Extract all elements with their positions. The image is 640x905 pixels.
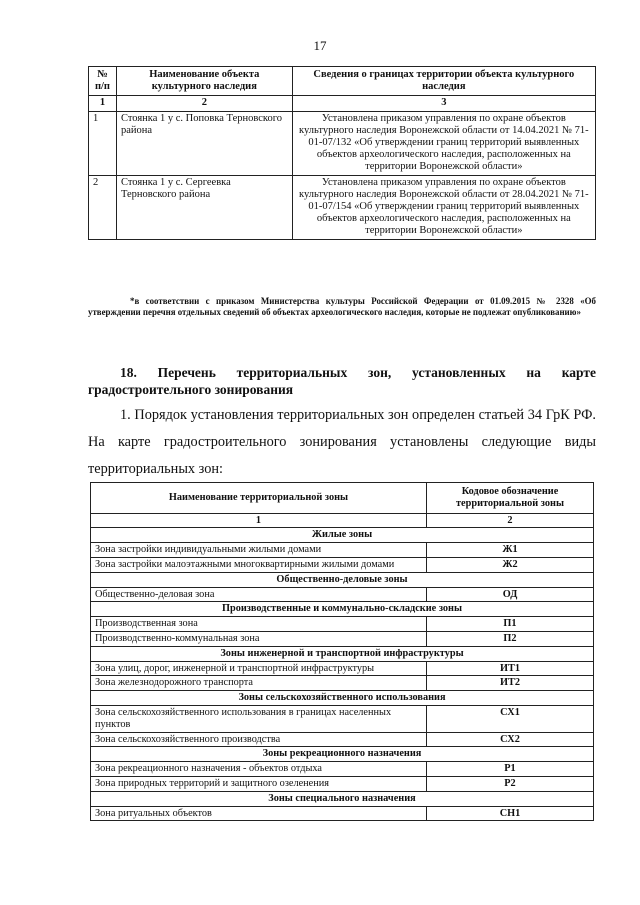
zone-group-row: [91, 691, 594, 706]
zone-group-title: Зоны сельскохозяйственного использования: [91, 691, 594, 706]
footnote: [88, 296, 596, 318]
section-heading-text: 18. Перечень территориальных зон, установленных на карте градостроительного зонирования: [88, 365, 596, 397]
header-cell: Наименование объекта культурного наследия: [116, 67, 292, 96]
object-name: Стоянка 1 у с. Поповка Терновского района: [116, 111, 292, 175]
table-row: [91, 617, 594, 632]
boundary-info: Установлена приказом управления по охране объектов культурного наследия Воронежской области от 28.04.2021 № 71-01-07/154 «Об утверждении границ территорий выявленных объектов археологического наследия, расположенных на территории Воронежской области»: [292, 175, 595, 239]
table-row: [91, 705, 594, 732]
zone-code: ИТ1: [427, 661, 594, 676]
zone-code: СН1: [427, 806, 594, 821]
column-number: 3: [292, 96, 595, 111]
zone-name: Зона железнодорожного транспорта: [91, 676, 427, 691]
object-name: Стоянка 1 у с. Сергеевка Терновского района: [116, 175, 292, 239]
zone-group-row: [91, 602, 594, 617]
zone-group-title: Зоны специального назначения: [91, 791, 594, 806]
cultural-heritage-table: [88, 66, 596, 240]
territorial-zones-table: [90, 482, 594, 821]
table-row: [91, 676, 594, 691]
boundary-info: Установлена приказом управления по охране объектов культурного наследия Воронежской области от 14.04.2021 № 71-01-07/132 «Об утверждении границ территорий выявленных объектов археологического наследия, расположенных на территории Воронежской области»: [292, 111, 595, 175]
page-number: 17: [313, 38, 327, 53]
zone-name: Зона застройки индивидуальными жилыми домами: [91, 543, 427, 558]
table-row: [89, 111, 596, 175]
column-number: 1: [91, 513, 427, 528]
zone-name: Зона улиц, дорог, инженерной и транспортной инфраструктуры: [91, 661, 427, 676]
table-row: [91, 732, 594, 747]
column-number-row: [91, 513, 594, 528]
body-paragraph: [88, 402, 596, 483]
column-number: 2: [427, 513, 594, 528]
zone-group-title: Жилые зоны: [91, 528, 594, 543]
table-row: [91, 806, 594, 821]
section-heading: [88, 364, 596, 398]
zone-name: Зона природных территорий и защитного озеленения: [91, 776, 427, 791]
table-row: [91, 543, 594, 558]
zone-group-title: Зоны инженерной и транспортной инфраструктуры: [91, 646, 594, 661]
zone-name: Зона рекреационного назначения - объектов отдыха: [91, 762, 427, 777]
row-number: 2: [89, 175, 117, 239]
table-row: [91, 776, 594, 791]
table-header-row: [89, 67, 596, 96]
zone-name: Общественно-деловая зона: [91, 587, 427, 602]
zone-code: П2: [427, 631, 594, 646]
zone-group-row: [91, 528, 594, 543]
table-row: [91, 661, 594, 676]
table-row: [91, 587, 594, 602]
table-row: [91, 631, 594, 646]
zone-code: СХ2: [427, 732, 594, 747]
column-number-row: [89, 96, 596, 111]
zone-group-row: [91, 646, 594, 661]
zone-group-row: [91, 572, 594, 587]
zone-code: СХ1: [427, 705, 594, 732]
zone-code: П1: [427, 617, 594, 632]
zone-code: ИТ2: [427, 676, 594, 691]
column-number: 1: [89, 96, 117, 111]
table-row: [89, 175, 596, 239]
zone-name: Зона ритуальных объектов: [91, 806, 427, 821]
zone-name: Зона сельскохозяйственного производства: [91, 732, 427, 747]
zone-code: Р1: [427, 762, 594, 777]
zone-group-title: Зоны рекреационного назначения: [91, 747, 594, 762]
zone-code: Ж2: [427, 557, 594, 572]
column-number: 2: [116, 96, 292, 111]
header-cell: Сведения о границах территории объекта культурного наследия: [292, 67, 595, 96]
table-header-row: [91, 483, 594, 514]
zone-name: Зона застройки малоэтажными многоквартирными жилыми домами: [91, 557, 427, 572]
zone-name: Производственная зона: [91, 617, 427, 632]
zone-code: Ж1: [427, 543, 594, 558]
zone-group-row: [91, 791, 594, 806]
zone-code: Р2: [427, 776, 594, 791]
body-paragraph-text: 1. Порядок установления территориальных зон определен статьей 34 ГрК РФ. На карте градостроительного зонирования установлены следующие виды территориальных зон:: [88, 407, 596, 477]
row-number: 1: [89, 111, 117, 175]
zone-code: ОД: [427, 587, 594, 602]
zone-group-row: [91, 747, 594, 762]
table-row: [91, 762, 594, 777]
footnote-text: *в соответствии с приказом Министерства культуры Российской Федерации от 01.09.2015 № 2328 «Об утверждении перечня отдельных сведений об объектах археологического наследия, которые не подлежат опубликованию»: [88, 296, 596, 317]
header-cell: Кодовое обозначение территориальной зоны: [427, 483, 594, 514]
zone-group-title: Общественно-деловые зоны: [91, 572, 594, 587]
table-row: [91, 557, 594, 572]
zone-name: Зона сельскохозяйственного использования в границах населенных пунктов: [91, 705, 427, 732]
zone-group-title: Производственные и коммунально-складские зоны: [91, 602, 594, 617]
header-cell: Наименование территориальной зоны: [91, 483, 427, 514]
header-cell: № п/п: [89, 67, 117, 96]
zone-name: Производственно-коммунальная зона: [91, 631, 427, 646]
